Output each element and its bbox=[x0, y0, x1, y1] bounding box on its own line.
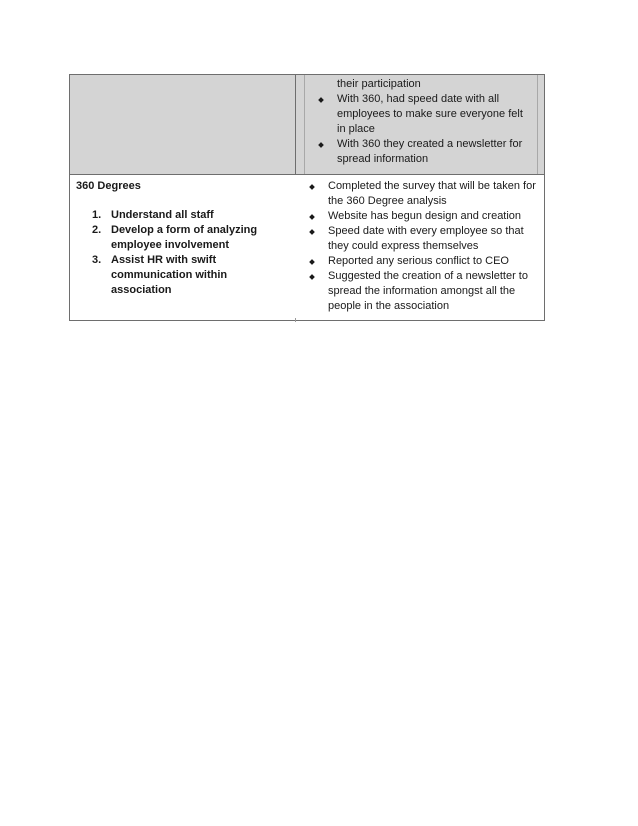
table-border-stub bbox=[295, 318, 296, 322]
report-table bbox=[69, 74, 545, 321]
list-item: Speed date with every employee so that they could express themselves bbox=[296, 224, 544, 254]
bullet-icon bbox=[309, 214, 315, 220]
list-item: 1. Understand all staff bbox=[92, 209, 214, 221]
bullet-icon bbox=[318, 97, 324, 103]
table-cell-goals bbox=[70, 175, 296, 320]
list-item: With 360, had speed date with all employees to make sure everyone felt in place bbox=[305, 92, 537, 137]
bullet-icon bbox=[309, 259, 315, 265]
table-cell-results bbox=[296, 175, 544, 320]
bullet-icon bbox=[309, 274, 315, 280]
list-item: Completed the survey that will be taken for the 360 Degree analysis bbox=[296, 179, 544, 209]
table-row bbox=[70, 175, 544, 320]
bullet-icon bbox=[309, 184, 315, 190]
list-item: their participation bbox=[337, 78, 421, 90]
table-cell-results bbox=[296, 75, 544, 174]
list-item: Reported any serious conflict to CEO bbox=[296, 254, 544, 269]
table-row bbox=[70, 75, 544, 175]
list-item: Website has begun design and creation bbox=[296, 209, 544, 224]
bullet-icon bbox=[318, 142, 324, 148]
list-item: 2. Develop a form of analyzing employee involvement bbox=[92, 224, 258, 251]
list-item: Suggested the creation of a newsletter to spread the information amongst all the people in the association bbox=[296, 269, 544, 314]
list-item: 3. Assist HR with swift communication within association bbox=[92, 254, 228, 296]
goals-list bbox=[70, 208, 296, 298]
table-cell-empty bbox=[70, 75, 296, 174]
section-heading: 360 Degrees bbox=[76, 180, 141, 192]
list-item: With 360 they created a newsletter for spread information bbox=[305, 137, 537, 167]
bullet-icon bbox=[309, 229, 315, 235]
